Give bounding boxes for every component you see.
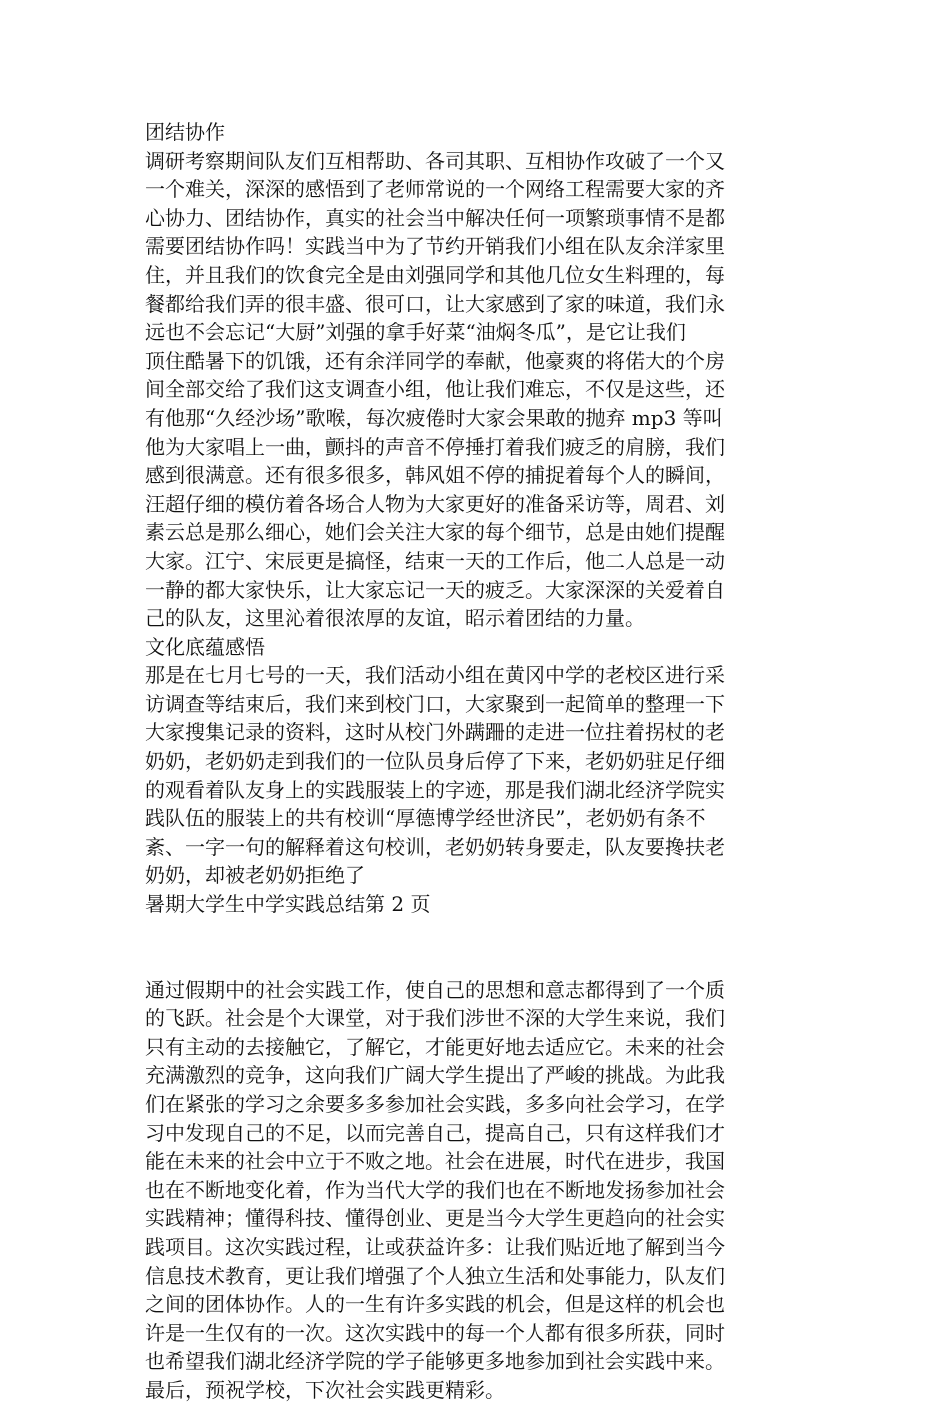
paragraph-line: 奶奶，老奶奶走到我们的一位队员身后停了下来，老奶奶驻足仔细 — [145, 749, 725, 774]
paragraph-line: 习中发现自己的不足，以而完善自己，提高自己，只有这样我们才 — [145, 1120, 725, 1145]
blank-spacer — [145, 919, 805, 976]
paragraph-line: 那是在七月七号的一天，我们活动小组在黄冈中学的老校区进行采 — [145, 663, 725, 688]
paragraph-line: 也在不断地变化着，作为当代大学的我们也在不断地发扬参加社会 — [145, 1177, 725, 1202]
paragraph-line: 大家。江宁、宋辰更是搞怪，结束一天的工作后，他二人总是一动 — [145, 548, 725, 573]
section-heading-unity: 团结协作 — [145, 120, 225, 144]
paragraph-line: 的观看着队友身上的实践服装上的字迹，那是我们湖北经济学院实 — [145, 777, 725, 802]
paragraph-line: 调研考察期间队友们互相帮助、各司其职、互相协作攻破了一个又 — [145, 148, 725, 173]
paragraph-line: 大家搜集记录的资料，这时从校门外蹒跚的走进一位拄着拐杖的老 — [145, 720, 725, 745]
paragraph-line: 践项目。这次实践过程，让或获益许多：让我们贴近地了解到当今 — [145, 1234, 725, 1259]
paragraph-line: 远也不会忘记“大厨”刘强的拿手好菜“油焖冬瓜”，是它让我们 — [145, 320, 686, 345]
paragraph-line: 访调查等结束后，我们来到校门口，大家聚到一起简单的整理一下 — [145, 691, 725, 716]
paragraph-line: 需要团结协作吗！实践当中为了节约开销我们小组在队友余洋家里 — [145, 234, 725, 259]
paragraph-line: 充满激烈的竞争，这向我们广阔大学生提出了严峻的挑战。为此我 — [145, 1063, 725, 1088]
document-body — [145, 118, 805, 1405]
paragraph-line: 住，并且我们的饮食完全是由刘强同学和其他几位女生料理的，每 — [145, 262, 725, 287]
paragraph-line: 能在未来的社会中立于不败之地。社会在进展，时代在进步，我国 — [145, 1149, 725, 1174]
paragraph-culture — [145, 661, 805, 890]
paragraph-line: 奶奶，却被老奶奶拒绝了 — [145, 863, 365, 888]
paragraph-line: 最后，预祝学校，下次社会实践更精彩。 — [145, 1377, 505, 1402]
paragraph-line: 间全部交给了我们这支调查小组，他让我们难忘，不仅是这些，还 — [145, 377, 725, 402]
paragraph-line: 素云总是那么细心，她们会关注大家的每个细节，总是由她们提醒 — [145, 520, 725, 545]
paragraph-line: 信息技术教育，更让我们增强了个人独立生活和处事能力，队友们 — [145, 1263, 725, 1288]
section-heading-culture: 文化底蕴感悟 — [145, 634, 265, 659]
paragraph-line: 一静的都大家快乐，让大家忘记一天的疲乏。大家深深的关爱着自 — [145, 577, 725, 602]
paragraph-unity — [145, 147, 805, 633]
paragraph-line: 己的队友，这里沁着很浓厚的友谊，昭示着团结的力量。 — [145, 606, 645, 631]
paragraph-line: 之间的团体协作。人的一生有许多实践的机会，但是这样的机会也 — [145, 1292, 725, 1317]
paragraph-line: 紊、一字一句的解释着这句校训，老奶奶转身要走，队友要搀扶老 — [145, 834, 725, 859]
paragraph-line: 们在紧张的学习之余要多多参加社会实践，多多向社会学习，在学 — [145, 1092, 725, 1116]
paragraph-line: 通过假期中的社会实践工作，使自己的思想和意志都得到了一个质 — [145, 977, 725, 1002]
paragraph-summary — [145, 976, 805, 1405]
paragraph-line: 餐都给我们弄的很丰盛、很可口，让大家感到了家的味道，我们永 — [145, 291, 725, 316]
paragraph-line: 汪超仔细的模仿着各场合人物为大家更好的准备采访等，周君、刘 — [145, 491, 725, 516]
paragraph-line: 一个难关，深深的感悟到了老师常说的一个网络工程需要大家的齐 — [145, 177, 725, 202]
paragraph-line: 他为大家唱上一曲，颤抖的声音不停捶打着我们疲乏的肩膀，我们 — [145, 434, 725, 459]
paragraph-line: 顶住酷暑下的饥饿，还有余洋同学的奉献，他豪爽的将偌大的个房 — [145, 348, 725, 373]
paragraph-line: 也希望我们湖北经济学院的学子能够更多地参加到社会实践中来。 — [145, 1349, 725, 1374]
paragraph-line: 践队伍的服装上的共有校训“厚德博学经世济民”，老奶奶有条不 — [145, 806, 706, 831]
paragraph-line: 有他那“久经沙场”歌喉，每次疲倦时大家会果敢的抛弃 mp3 等叫 — [145, 405, 723, 430]
paragraph-line: 许是一生仅有的一次。这次实践中的每一个人都有很多所获，同时 — [145, 1320, 725, 1345]
paragraph-line: 的飞跃。社会是个大课堂，对于我们涉世不深的大学生来说，我们 — [145, 1006, 725, 1031]
paragraph-line: 实践精神；懂得科技、懂得创业、更是当今大学生更趋向的社会实 — [145, 1206, 725, 1231]
paragraph-line: 心协力、团结协作，真实的社会当中解决任何一项繁琐事情不是都 — [145, 205, 725, 230]
paragraph-line: 感到很满意。还有很多很多，韩风姐不停的捕捉着每个人的瞬间， — [145, 463, 725, 488]
page-title: 暑期大学生中学实践总结第 2 页 — [145, 892, 431, 917]
paragraph-line: 只有主动的去接触它，了解它，才能更好地去适应它。未来的社会 — [145, 1034, 725, 1059]
